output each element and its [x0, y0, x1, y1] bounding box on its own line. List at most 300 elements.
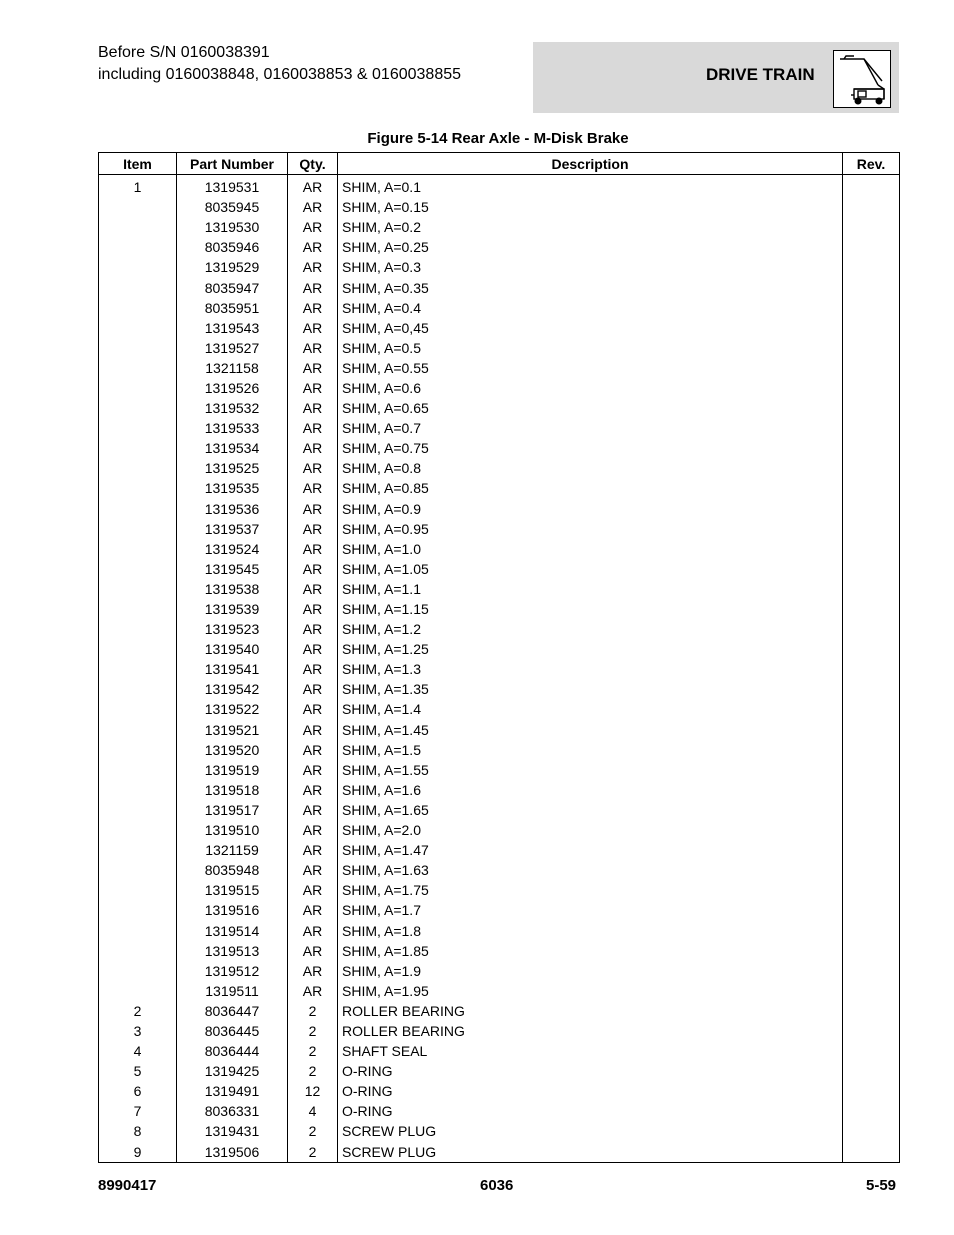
cell-description: SHIM, A=0.95: [338, 519, 843, 539]
cell-qty: AR: [288, 880, 338, 900]
cell-rev: [843, 740, 900, 760]
cell-qty: 2: [288, 1061, 338, 1081]
cell-rev: [843, 941, 900, 961]
table-row: [99, 418, 900, 438]
cell-item: [99, 780, 177, 800]
table-row: [99, 639, 900, 659]
section-header-box: [533, 42, 899, 113]
cell-part-number: 1319536: [177, 499, 288, 519]
cell-qty: AR: [288, 458, 338, 478]
cell-qty: AR: [288, 197, 338, 217]
cell-qty: 12: [288, 1081, 338, 1101]
table-row: [99, 298, 900, 318]
cell-rev: [843, 800, 900, 820]
cell-part-number: 1319514: [177, 920, 288, 940]
cell-part-number: 1319526: [177, 378, 288, 398]
cell-description: SHIM, A=0.3: [338, 257, 843, 277]
table-row: [99, 378, 900, 398]
cell-description: SHIM, A=1.47: [338, 840, 843, 860]
cell-description: SHIM, A=0.9: [338, 499, 843, 519]
table-row: [99, 478, 900, 498]
cell-description: SHIM, A=2.0: [338, 820, 843, 840]
cell-rev: [843, 840, 900, 860]
cell-part-number: 1321159: [177, 840, 288, 860]
cell-part-number: 1319491: [177, 1081, 288, 1101]
cell-description: SHIM, A=0.2: [338, 217, 843, 237]
cell-rev: [843, 699, 900, 719]
table-row: [99, 1142, 900, 1163]
cell-part-number: 1319431: [177, 1121, 288, 1141]
cell-rev: [843, 920, 900, 940]
cell-part-number: 1319542: [177, 679, 288, 699]
cell-part-number: 8035948: [177, 860, 288, 880]
cell-qty: AR: [288, 599, 338, 619]
table-row: [99, 217, 900, 237]
cell-description: SHIM, A=1.63: [338, 860, 843, 880]
footer-model: 6036: [480, 1177, 514, 1194]
cell-rev: [843, 961, 900, 981]
cell-part-number: 1319532: [177, 398, 288, 418]
cell-item: 6: [99, 1081, 177, 1101]
table-row: [99, 458, 900, 478]
cell-item: [99, 418, 177, 438]
cell-rev: [843, 175, 900, 198]
cell-rev: [843, 338, 900, 358]
cell-qty: AR: [288, 720, 338, 740]
cell-qty: AR: [288, 800, 338, 820]
cell-item: [99, 478, 177, 498]
cell-qty: AR: [288, 539, 338, 559]
cell-item: 5: [99, 1061, 177, 1081]
cell-part-number: 8036331: [177, 1101, 288, 1121]
cell-item: [99, 237, 177, 257]
table-row: [99, 659, 900, 679]
cell-item: [99, 257, 177, 277]
table-row: [99, 679, 900, 699]
cell-item: [99, 559, 177, 579]
cell-part-number: 8035951: [177, 298, 288, 318]
cell-rev: [843, 499, 900, 519]
cell-item: [99, 318, 177, 338]
cell-item: [99, 438, 177, 458]
cell-qty: AR: [288, 961, 338, 981]
cell-description: SHIM, A=1.55: [338, 760, 843, 780]
cell-description: SHIM, A=1.9: [338, 961, 843, 981]
cell-qty: AR: [288, 318, 338, 338]
table-row: [99, 740, 900, 760]
footer-doc-number: 8990417: [98, 1177, 157, 1194]
cell-rev: [843, 237, 900, 257]
cell-part-number: 1321158: [177, 358, 288, 378]
table-row: [99, 860, 900, 880]
cell-part-number: 1319525: [177, 458, 288, 478]
cell-rev: [843, 318, 900, 338]
cell-qty: AR: [288, 298, 338, 318]
cell-rev: [843, 217, 900, 237]
cell-description: ROLLER BEARING: [338, 1001, 843, 1021]
cell-part-number: 1319522: [177, 699, 288, 719]
cell-part-number: 1319537: [177, 519, 288, 539]
cell-item: 9: [99, 1142, 177, 1163]
cell-qty: 2: [288, 1041, 338, 1061]
cell-part-number: 1319538: [177, 579, 288, 599]
cell-qty: AR: [288, 519, 338, 539]
cell-item: [99, 458, 177, 478]
cell-rev: [843, 378, 900, 398]
header-line-1: Before S/N 0160038391: [98, 44, 270, 61]
column-header-item: Item: [99, 153, 177, 175]
cell-description: SHIM, A=1.15: [338, 599, 843, 619]
table-row: [99, 900, 900, 920]
cell-item: [99, 639, 177, 659]
cell-part-number: 1319516: [177, 900, 288, 920]
cell-description: SHIM, A=0.75: [338, 438, 843, 458]
cell-rev: [843, 880, 900, 900]
cell-part-number: 1319543: [177, 318, 288, 338]
cell-part-number: 8036447: [177, 1001, 288, 1021]
cell-rev: [843, 539, 900, 559]
cell-rev: [843, 981, 900, 1001]
cell-item: [99, 920, 177, 940]
cell-item: [99, 217, 177, 237]
cell-qty: AR: [288, 418, 338, 438]
cell-description: SHIM, A=0,45: [338, 318, 843, 338]
cell-description: SHIM, A=1.85: [338, 941, 843, 961]
column-header-description: Description: [338, 153, 843, 175]
cell-item: [99, 358, 177, 378]
cell-qty: AR: [288, 780, 338, 800]
table-row: [99, 277, 900, 297]
cell-description: O-RING: [338, 1101, 843, 1121]
table-row: [99, 981, 900, 1001]
cell-qty: AR: [288, 237, 338, 257]
cell-part-number: 1319517: [177, 800, 288, 820]
cell-part-number: 1319425: [177, 1061, 288, 1081]
table-row: [99, 519, 900, 539]
cell-rev: [843, 860, 900, 880]
cell-rev: [843, 599, 900, 619]
figure-title: Figure 5-14 Rear Axle - M-Disk Brake: [367, 130, 629, 147]
table-row: [99, 619, 900, 639]
cell-item: 4: [99, 1041, 177, 1061]
cell-description: SHIM, A=0.5: [338, 338, 843, 358]
table-row: [99, 961, 900, 981]
cell-item: [99, 880, 177, 900]
table-row: [99, 559, 900, 579]
cell-part-number: 1319534: [177, 438, 288, 458]
cell-rev: [843, 519, 900, 539]
cell-item: 2: [99, 1001, 177, 1021]
cell-qty: AR: [288, 659, 338, 679]
cell-item: [99, 378, 177, 398]
table-row: [99, 1101, 900, 1121]
cell-description: SHIM, A=0.7: [338, 418, 843, 438]
cell-description: SHIM, A=0.35: [338, 277, 843, 297]
cell-description: SHIM, A=1.8: [338, 920, 843, 940]
cell-part-number: 1319506: [177, 1142, 288, 1163]
cell-qty: AR: [288, 358, 338, 378]
cell-description: SHIM, A=0.6: [338, 378, 843, 398]
cell-item: [99, 961, 177, 981]
cell-item: [99, 840, 177, 860]
cell-part-number: 8036444: [177, 1041, 288, 1061]
cell-rev: [843, 197, 900, 217]
table-row: [99, 1001, 900, 1021]
cell-part-number: 1319533: [177, 418, 288, 438]
cell-part-number: 1319512: [177, 961, 288, 981]
cell-description: SHIM, A=1.65: [338, 800, 843, 820]
cell-description: SHIM, A=1.35: [338, 679, 843, 699]
cell-qty: AR: [288, 217, 338, 237]
cell-part-number: 1319540: [177, 639, 288, 659]
column-header-part-number: Part Number: [177, 153, 288, 175]
cell-qty: AR: [288, 398, 338, 418]
table-row: [99, 840, 900, 860]
cell-item: [99, 900, 177, 920]
cell-item: [99, 800, 177, 820]
table-row: [99, 699, 900, 719]
column-header-rev: Rev.: [843, 153, 900, 175]
table-row: [99, 1081, 900, 1101]
cell-rev: [843, 659, 900, 679]
cell-qty: AR: [288, 499, 338, 519]
cell-description: SHIM, A=1.75: [338, 880, 843, 900]
cell-part-number: 1319510: [177, 820, 288, 840]
cell-description: SHIM, A=0.25: [338, 237, 843, 257]
cell-qty: 2: [288, 1121, 338, 1141]
cell-description: SHIM, A=1.95: [338, 981, 843, 1001]
cell-description: SHIM, A=0.15: [338, 197, 843, 217]
cell-part-number: 1319513: [177, 941, 288, 961]
cell-rev: [843, 559, 900, 579]
cell-part-number: 1319515: [177, 880, 288, 900]
table-row: [99, 941, 900, 961]
table-row: [99, 1061, 900, 1081]
cell-description: SHIM, A=1.0: [338, 539, 843, 559]
cell-part-number: 8035947: [177, 277, 288, 297]
table-row: [99, 539, 900, 559]
cell-item: 1: [99, 175, 177, 198]
cell-description: SHIM, A=1.7: [338, 900, 843, 920]
footer-page-number: 5-59: [866, 1177, 897, 1194]
cell-rev: [843, 1001, 900, 1021]
cell-rev: [843, 398, 900, 418]
cell-item: [99, 659, 177, 679]
cell-item: [99, 539, 177, 559]
cell-qty: 4: [288, 1101, 338, 1121]
table-row: [99, 398, 900, 418]
cell-part-number: 8035946: [177, 237, 288, 257]
cell-description: SCREW PLUG: [338, 1121, 843, 1141]
cell-part-number: 1319529: [177, 257, 288, 277]
cell-description: O-RING: [338, 1061, 843, 1081]
cell-rev: [843, 720, 900, 740]
cell-part-number: 8035945: [177, 197, 288, 217]
table-row: [99, 720, 900, 740]
cell-rev: [843, 458, 900, 478]
cell-rev: [843, 277, 900, 297]
cell-item: [99, 338, 177, 358]
cell-rev: [843, 438, 900, 458]
cell-qty: AR: [288, 639, 338, 659]
table-row: [99, 579, 900, 599]
cell-description: SHIM, A=0.4: [338, 298, 843, 318]
cell-qty: 2: [288, 1001, 338, 1021]
column-header-qty: Qty.: [288, 153, 338, 175]
cell-item: [99, 499, 177, 519]
cell-description: SHIM, A=1.4: [338, 699, 843, 719]
cell-qty: AR: [288, 559, 338, 579]
table-row: [99, 920, 900, 940]
cell-qty: AR: [288, 257, 338, 277]
cell-part-number: 1319531: [177, 175, 288, 198]
table-header-row: [99, 153, 900, 175]
cell-rev: [843, 639, 900, 659]
table-row: [99, 820, 900, 840]
cell-description: SHIM, A=1.2: [338, 619, 843, 639]
cell-item: [99, 298, 177, 318]
table-row: [99, 499, 900, 519]
cell-qty: AR: [288, 740, 338, 760]
cell-item: [99, 740, 177, 760]
cell-qty: AR: [288, 900, 338, 920]
table-row: [99, 237, 900, 257]
cell-qty: AR: [288, 679, 338, 699]
cell-part-number: 1319545: [177, 559, 288, 579]
cell-rev: [843, 1081, 900, 1101]
cell-item: [99, 820, 177, 840]
cell-description: SHIM, A=1.05: [338, 559, 843, 579]
cell-qty: AR: [288, 920, 338, 940]
cell-qty: AR: [288, 277, 338, 297]
table-row: [99, 760, 900, 780]
header-line-2: including 0160038848, 0160038853 & 0160038855: [98, 66, 462, 83]
table-row: [99, 599, 900, 619]
cell-description: SHIM, A=1.5: [338, 740, 843, 760]
cell-item: [99, 720, 177, 740]
cell-description: O-RING: [338, 1081, 843, 1101]
cell-item: [99, 699, 177, 719]
cell-qty: AR: [288, 478, 338, 498]
parts-table: [98, 152, 900, 1163]
cell-item: [99, 860, 177, 880]
cell-rev: [843, 418, 900, 438]
cell-qty: AR: [288, 619, 338, 639]
parts-table-body: [99, 175, 900, 1163]
cell-item: [99, 579, 177, 599]
cell-part-number: 1319541: [177, 659, 288, 679]
cell-part-number: 1319539: [177, 599, 288, 619]
cell-description: SHIM, A=0.1: [338, 175, 843, 198]
table-row: [99, 338, 900, 358]
table-row: [99, 1041, 900, 1061]
cell-description: SCREW PLUG: [338, 1142, 843, 1163]
cell-description: SHIM, A=1.25: [338, 639, 843, 659]
cell-description: SHIM, A=0.55: [338, 358, 843, 378]
cell-rev: [843, 1061, 900, 1081]
cell-part-number: 1319524: [177, 539, 288, 559]
header-serial-info: [98, 42, 461, 86]
cell-qty: AR: [288, 860, 338, 880]
table-row: [99, 780, 900, 800]
table-row: [99, 800, 900, 820]
cell-item: 8: [99, 1121, 177, 1141]
cell-part-number: 8036445: [177, 1021, 288, 1041]
table-row: [99, 175, 900, 198]
cell-qty: AR: [288, 438, 338, 458]
cell-rev: [843, 820, 900, 840]
cell-qty: AR: [288, 840, 338, 860]
table-row: [99, 197, 900, 217]
table-row: [99, 1121, 900, 1141]
cell-description: SHIM, A=0.85: [338, 478, 843, 498]
cell-description: SHIM, A=1.45: [338, 720, 843, 740]
cell-qty: 2: [288, 1142, 338, 1163]
cell-item: [99, 760, 177, 780]
cell-part-number: 1319511: [177, 981, 288, 1001]
cell-item: 7: [99, 1101, 177, 1121]
cell-item: 3: [99, 1021, 177, 1041]
cell-item: [99, 519, 177, 539]
cell-description: SHIM, A=1.1: [338, 579, 843, 599]
table-row: [99, 358, 900, 378]
cell-item: [99, 619, 177, 639]
cell-rev: [843, 579, 900, 599]
cell-part-number: 1319530: [177, 217, 288, 237]
cell-description: ROLLER BEARING: [338, 1021, 843, 1041]
cell-qty: AR: [288, 699, 338, 719]
cell-part-number: 1319521: [177, 720, 288, 740]
cell-rev: [843, 760, 900, 780]
cell-rev: [843, 1021, 900, 1041]
cell-rev: [843, 1101, 900, 1121]
cell-part-number: 1319535: [177, 478, 288, 498]
table-row: [99, 1021, 900, 1041]
cell-qty: AR: [288, 820, 338, 840]
cell-description: SHIM, A=1.3: [338, 659, 843, 679]
scissor-lift-icon: [833, 50, 891, 108]
cell-item: [99, 981, 177, 1001]
cell-item: [99, 599, 177, 619]
cell-part-number: 1319518: [177, 780, 288, 800]
cell-rev: [843, 679, 900, 699]
cell-qty: AR: [288, 760, 338, 780]
cell-description: SHIM, A=0.8: [338, 458, 843, 478]
cell-part-number: 1319519: [177, 760, 288, 780]
cell-item: [99, 679, 177, 699]
cell-description: SHIM, A=0.65: [338, 398, 843, 418]
cell-rev: [843, 900, 900, 920]
cell-rev: [843, 619, 900, 639]
table-row: [99, 880, 900, 900]
cell-qty: AR: [288, 579, 338, 599]
table-row: [99, 257, 900, 277]
cell-rev: [843, 1121, 900, 1141]
cell-part-number: 1319523: [177, 619, 288, 639]
table-row: [99, 318, 900, 338]
cell-rev: [843, 1142, 900, 1163]
cell-description: SHIM, A=1.6: [338, 780, 843, 800]
cell-part-number: 1319520: [177, 740, 288, 760]
cell-description: SHAFT SEAL: [338, 1041, 843, 1061]
cell-qty: AR: [288, 981, 338, 1001]
table-row: [99, 438, 900, 458]
cell-rev: [843, 780, 900, 800]
cell-item: [99, 197, 177, 217]
cell-item: [99, 398, 177, 418]
cell-qty: AR: [288, 338, 338, 358]
cell-qty: AR: [288, 175, 338, 198]
